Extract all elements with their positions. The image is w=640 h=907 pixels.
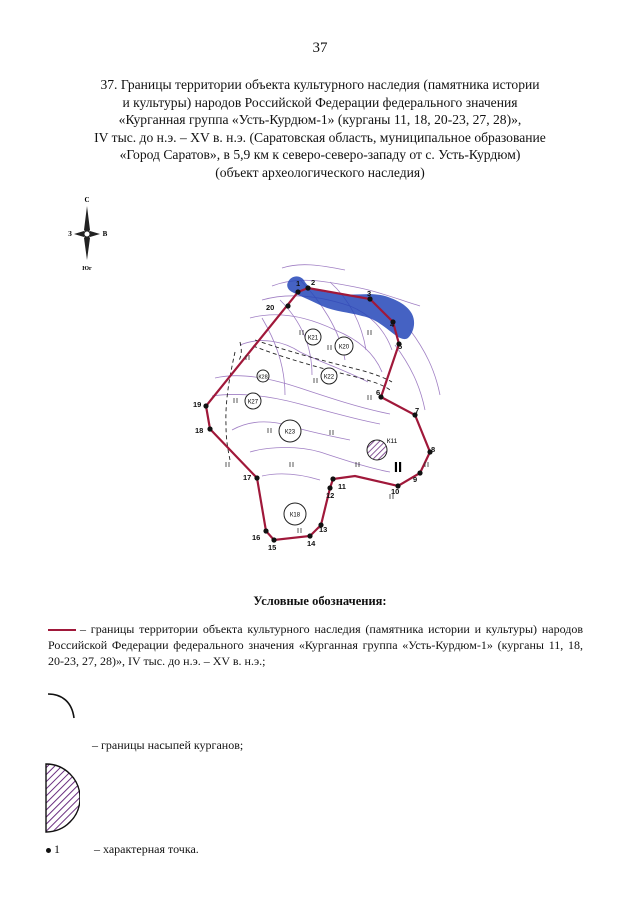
mound-k11 bbox=[367, 438, 398, 460]
svg-text:К11: К11 bbox=[386, 438, 398, 445]
legend-point-text: – характерная точка. bbox=[94, 842, 199, 856]
point-label-10: 10 bbox=[391, 487, 400, 496]
hatched-mound-symbol-icon bbox=[44, 762, 80, 834]
point-label-14: 14 bbox=[307, 539, 316, 548]
mound-k27 bbox=[245, 393, 261, 409]
title-line: 37. Границы территории объекта культурного наследия (памятника истории bbox=[100, 77, 540, 92]
svg-text:К18: К18 bbox=[289, 512, 301, 519]
title-line: и культуры) народов Российской Федерации федерального значения bbox=[122, 94, 518, 110]
point-label-9: 9 bbox=[413, 475, 418, 484]
svg-text:К20: К20 bbox=[338, 344, 350, 351]
point-label-2: 2 bbox=[311, 278, 316, 287]
point-label-13: 13 bbox=[319, 525, 328, 534]
title-line: «Город Саратов», в 5,9 км к северо-северо-западу от с. Усть-Курдюм) bbox=[119, 147, 521, 162]
point-label-8: 8 bbox=[431, 445, 436, 454]
mound-k28 bbox=[257, 370, 269, 382]
site-map bbox=[190, 262, 450, 562]
point-label-18: 18 bbox=[195, 426, 204, 435]
svg-text:К22: К22 bbox=[323, 374, 335, 381]
compass-rose-icon bbox=[62, 192, 112, 274]
point-label-6: 6 bbox=[376, 388, 381, 397]
compass-north-label: С bbox=[84, 196, 90, 204]
svg-text:К28: К28 bbox=[258, 374, 268, 381]
legend-boundary-entry bbox=[48, 621, 583, 669]
legend-boundary-text: – границы территории объекта культурного наследия (памятника истории и культуры) народов Российской Федерации федерального значения «Курганная группа «Усть-Курдюм-1» (курганы 11, 18, 20-23, 27, 28)», IV тыс. до н.э. – XV в. н.э.; bbox=[48, 622, 583, 668]
svg-text:К21: К21 bbox=[307, 335, 319, 342]
mound-k20 bbox=[335, 337, 353, 355]
compass-west-label: З bbox=[68, 230, 72, 238]
compass-south-label: Юг bbox=[82, 266, 92, 272]
svg-text:К23: К23 bbox=[284, 429, 296, 436]
point-label-16: 16 bbox=[252, 533, 261, 542]
mound-k21 bbox=[305, 329, 321, 345]
point-dot-icon bbox=[46, 848, 51, 853]
mound-k18 bbox=[284, 503, 306, 525]
zone-label: II bbox=[393, 459, 403, 476]
mound-k23 bbox=[279, 420, 301, 442]
legend-mound-border-text: – границы насыпей курганов; bbox=[92, 738, 244, 752]
svg-text:К27: К27 bbox=[247, 399, 259, 406]
point-label-19: 19 bbox=[193, 400, 202, 409]
legend-point-symbol: 1 bbox=[54, 842, 60, 856]
title-line: (объект археологического наследия) bbox=[215, 164, 425, 180]
point-label-5: 5 bbox=[398, 342, 403, 351]
point-label-3: 3 bbox=[367, 289, 372, 298]
title-line: «Курганная группа «Усть-Курдюм-1» (курганы 11, 18, 20-23, 27, 28)», bbox=[118, 112, 522, 127]
point-label-4: 4 bbox=[390, 320, 395, 329]
point-label-17: 17 bbox=[243, 473, 252, 482]
point-label-15: 15 bbox=[268, 543, 277, 552]
point-label-1: 1 bbox=[296, 279, 301, 288]
legend-title: Условные обозначения: bbox=[253, 594, 387, 608]
compass-north-arrow bbox=[84, 206, 90, 234]
compass-south-arrow bbox=[84, 234, 90, 260]
mound-border-symbol-icon bbox=[44, 690, 84, 722]
document-title bbox=[40, 76, 600, 181]
compass-east-label: В bbox=[102, 230, 108, 238]
point-label-11: 11 bbox=[338, 482, 346, 491]
page-number: 37 bbox=[312, 40, 328, 56]
mound-k22 bbox=[321, 368, 337, 384]
point-label-20: 20 bbox=[266, 303, 275, 312]
point-label-7: 7 bbox=[415, 406, 420, 415]
title-line: IV тыс. до н.э. – XV в. н.э. (Саратовская область, муниципальное образование bbox=[94, 129, 546, 145]
legend-point-entry bbox=[46, 842, 199, 857]
point-label-12: 12 bbox=[326, 491, 335, 500]
